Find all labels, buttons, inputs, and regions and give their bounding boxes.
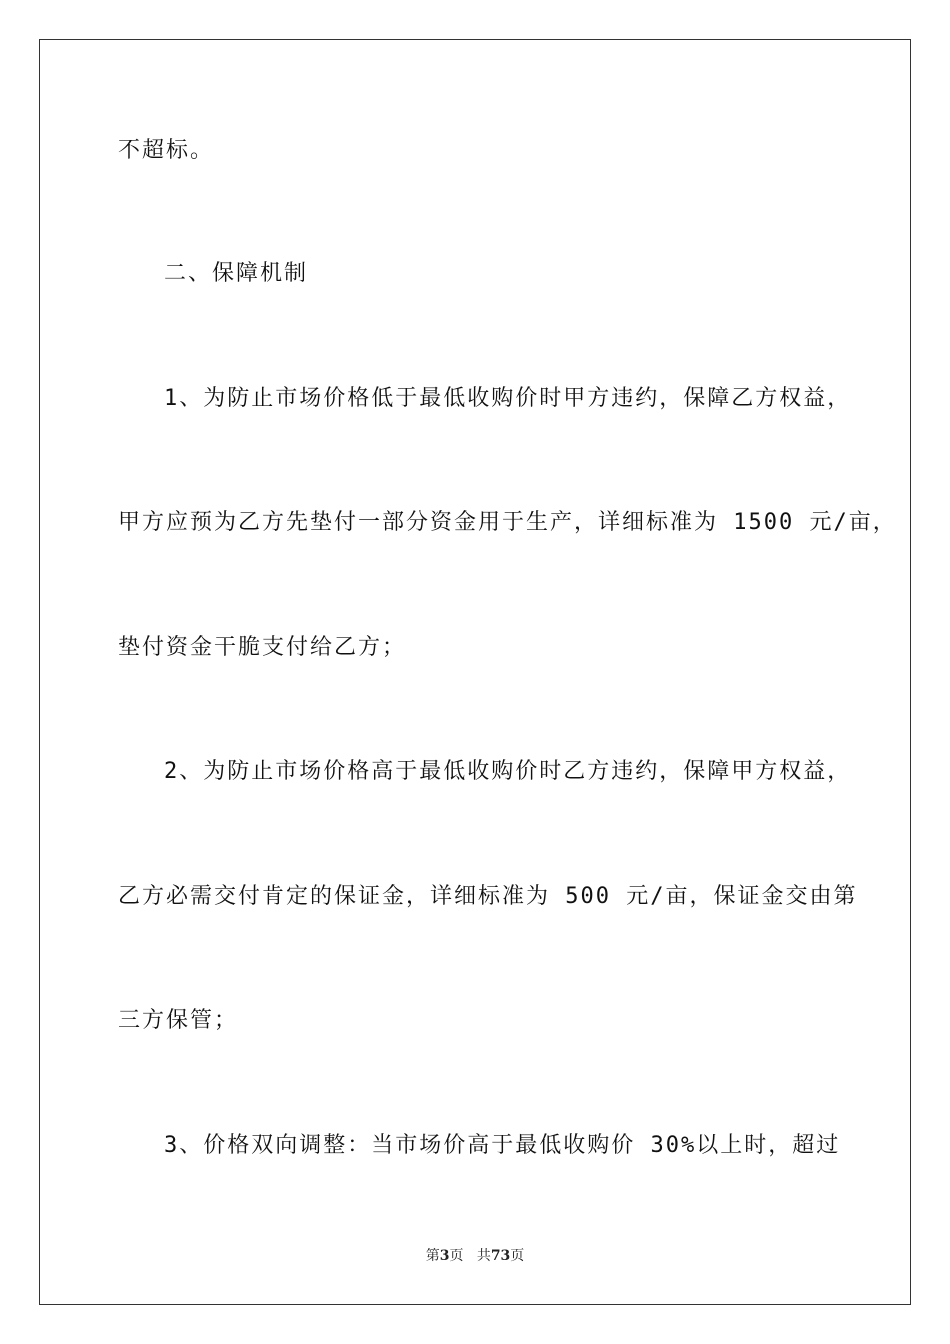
text-line-4: 甲方应预为乙方先垫付一部分资金用于生产，详细标准为 1500 元/亩， <box>118 510 897 535</box>
page-suffix: 页 <box>449 1248 464 1264</box>
total-pages: 73 <box>490 1248 511 1264</box>
page-prefix: 第 <box>425 1248 440 1264</box>
text-line-8: 三方保管； <box>118 1008 239 1033</box>
text-line-6: 2、为防止市场价格高于最低收购价时乙方违约，保障甲方权益， <box>164 759 852 784</box>
total-suffix: 页 <box>510 1248 525 1264</box>
page-footer <box>0 1247 950 1265</box>
page-number: 3 <box>439 1248 450 1264</box>
text-line-3: 1、为防止市场价格低于最低收购价时甲方违约，保障乙方权益， <box>164 386 852 411</box>
text-line-9: 3、价格双向调整：当市场价高于最低收购价 30%以上时，超过 <box>164 1133 841 1158</box>
page-frame <box>39 39 911 1305</box>
text-line-1: 不超标。 <box>118 138 215 163</box>
text-line-5: 垫付资金干脆支付给乙方； <box>118 635 407 660</box>
section-heading: 二、保障机制 <box>164 261 309 286</box>
text-line-7: 乙方必需交付肯定的保证金，详细标准为 500 元/亩，保证金交由第 <box>118 884 858 909</box>
total-prefix: 共 <box>476 1248 491 1264</box>
